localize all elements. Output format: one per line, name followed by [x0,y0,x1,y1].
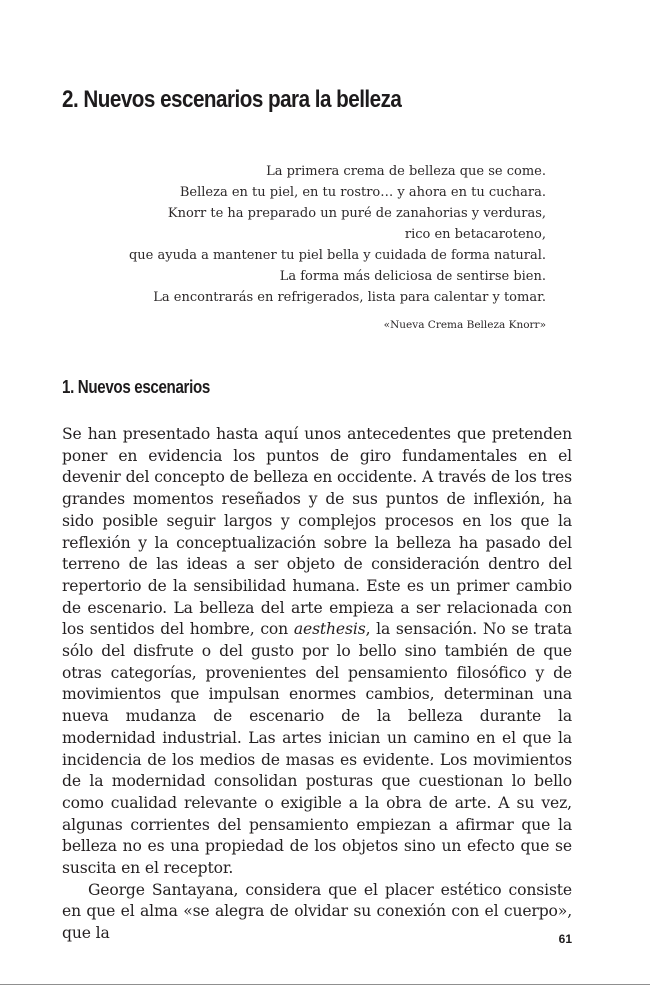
epigraph-line: La forma más deliciosa de sentirse bien. [279,269,546,284]
paragraph-text: Se han presentado hasta aquí unos antecedentes que pretenden poner en evidencia los puntos de giro fundamentales en el devenir del concepto de belleza en occidente. A través de los tres grandes momentos reseñados y de sus puntos de inflexión, ha sido posible seguir largos y complejos procesos en los que la reflexión y la conceptualización sobre la belleza ha pasado del terreno de las ideas a ser objeto de consideración dentro del repertorio de la sensibilidad humana. Este es un primer cambio de escenario. La belleza del arte empieza a ser relacionada con los sentidos del hombre, con [62,425,572,639]
paragraph [62,424,572,880]
epigraph-line: Knorr te ha preparado un puré de zanahorias y verduras, [167,206,546,221]
epigraph-line: que ayuda a mantener tu piel bella y cuidada de forma natural. [128,248,546,263]
section-title: 1. Nuevos escenarios [62,377,210,397]
page-number: 61 [558,932,572,946]
epigraph-source: «Nueva Crema Belleza Knorr» [383,319,546,331]
chapter-title: 2. Nuevos escenarios para la belleza [62,86,402,113]
body-text [62,424,572,945]
epigraph [106,161,546,336]
epigraph-line: Belleza en tu piel, en tu rostro… y ahora en tu cuchara. [179,185,546,200]
paragraph: George Santayana, considera que el placer estético consiste en que el alma «se alegra de olvidar su conexión con el cuerpo», que la [62,880,572,943]
epigraph-line: rico en betacaroteno, [404,227,546,242]
epigraph-line: La primera crema de belleza que se come. [266,164,546,179]
epigraph-line: La encontrarás en refrigerados, lista para calentar y tomar. [153,290,546,305]
page-edge-rule [0,984,650,985]
emphasis-term: aesthesis [293,620,366,639]
paragraph-text: , la sensación. No se trata sólo del disfrute o del gusto por lo bello sino también de que otras categorías, provenientes del pensamiento filosófico y de movimientos que impulsan enormes cambios, determinan una nueva mudanza de escenario de la belleza durante la modernidad industrial. Las artes inician un camino en el que la incidencia de los medios de masas es evidente. Los movimientos de la modernidad consolidan posturas que cuestionan lo bello como cualidad relevante o exigible a la obra de arte. A su vez, algunas corrientes del pensamiento empiezan a afirmar que la belleza no es una propiedad de los objetos sino un efecto que se suscita en el receptor. [62,620,572,878]
